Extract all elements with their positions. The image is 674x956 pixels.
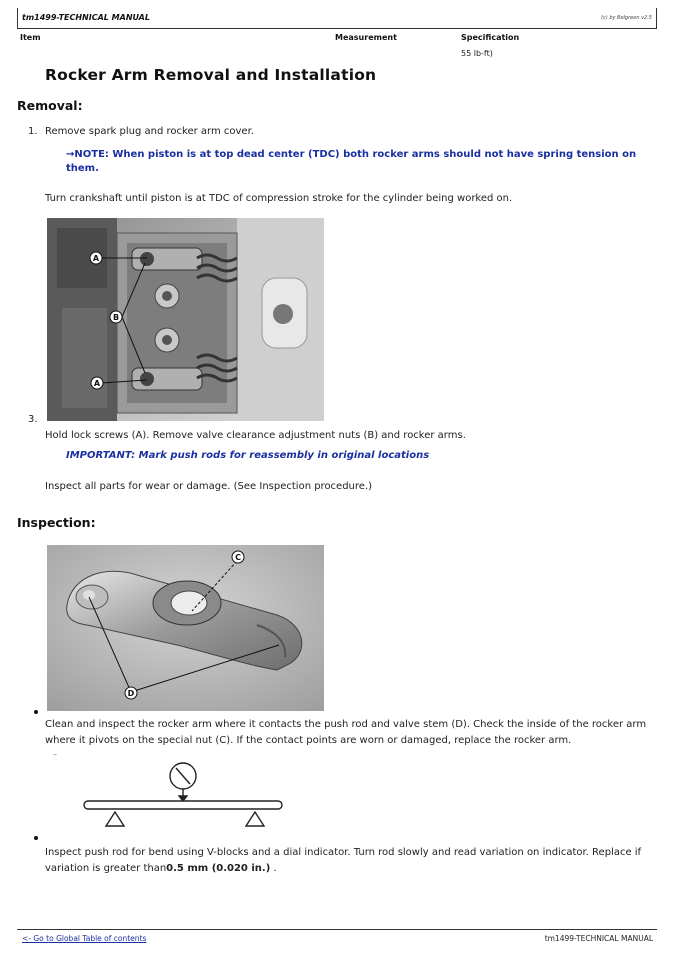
bullet-marker <box>34 710 38 714</box>
variation-limit: 0.5 mm (0.020 in.) <box>166 863 271 874</box>
step-1-text: Remove spark plug and rocker arm cover. <box>45 126 254 137</box>
header-divider <box>17 28 657 29</box>
header-credit: (c) by Belgreen v2.5 <box>601 15 652 21</box>
important-note: IMPORTANT: Mark push rods for reassembly in original locations <box>66 450 430 461</box>
figure-dash: – <box>53 750 57 759</box>
step-3-text: Hold lock screws (A). Remove valve clearance adjustment nuts (B) and rocker arms. <box>45 430 466 441</box>
variation-end: . <box>270 863 277 874</box>
tdc-note <box>66 148 636 176</box>
callout-a-top: A <box>92 254 100 263</box>
push-rod-diagram <box>78 760 288 830</box>
tdc-note-line-1: →NOTE: When piston is at top dead center (TDC) both rocker arms should not have spring tension on <box>66 149 637 160</box>
callout-c: C <box>235 553 241 562</box>
tdc-note-line-2: them. <box>66 163 99 174</box>
push-rod-inspection-line-2 <box>45 861 655 877</box>
callout-b: B <box>112 313 120 322</box>
footer-divider <box>17 929 657 930</box>
inspect-parts-text: Inspect all parts for wear or damage. (See Inspection procedure.) <box>45 481 373 492</box>
footer-title: tm1499-TECHNICAL MANUAL <box>544 934 653 943</box>
page-title: Rocker Arm Removal and Installation <box>45 66 377 84</box>
rocker-arm-photo <box>47 545 324 711</box>
page-header <box>17 8 657 28</box>
push-rod-inspection-text <box>45 845 655 877</box>
global-toc-link[interactable]: <- Go to Global Table of contents <box>22 934 147 943</box>
push-rod-inspection-line-1: Inspect push rod for bend using V-blocks and a dial indicator. Turn rod slowly and read variation on indicator. Replace if <box>45 847 642 858</box>
specification-value: 55 lb-ft) <box>461 49 493 58</box>
bullet-marker <box>34 836 38 840</box>
rocker-inspection-text <box>45 717 655 749</box>
column-specification: Specification <box>461 33 520 42</box>
callout-d: D <box>127 689 135 698</box>
column-item: Item <box>20 33 41 42</box>
column-measurement: Measurement <box>335 33 397 42</box>
engine-head-photo <box>47 218 324 421</box>
callout-a-bottom: A <box>93 379 101 388</box>
removal-heading: Removal: <box>17 98 83 113</box>
variation-text: variation is greater than <box>45 863 167 874</box>
turn-crankshaft-text: Turn crankshaft until piston is at TDC of compression stroke for the cylinder being worked on. <box>45 193 513 204</box>
inspection-heading: Inspection: <box>17 515 96 530</box>
rocker-inspection-line-1: Clean and inspect the rocker arm where it contacts the push rod and valve stem (D). Check the inside of the rocker arm <box>45 719 647 730</box>
step-1-number: 1. <box>28 126 38 137</box>
step-3-number: 3. <box>28 414 38 425</box>
rocker-inspection-line-2: where it pivots on the special nut (C). If the contact points are worn or damaged, replace the rocker arm. <box>45 735 572 746</box>
header-title: tm1499-TECHNICAL MANUAL <box>22 13 150 22</box>
